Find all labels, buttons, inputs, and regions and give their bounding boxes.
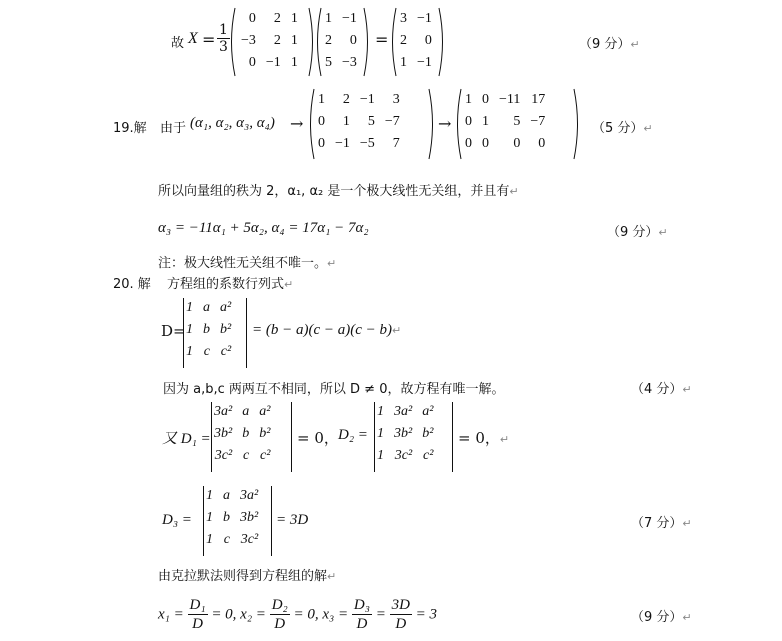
matrix-cell: −7 (384, 114, 400, 129)
matrix-row (320, 30, 362, 52)
sep-2: = 0, x₃ = (293, 606, 349, 623)
matrix-cell: c (203, 344, 210, 359)
matrix-row (372, 423, 438, 445)
equals-sign-2: = (375, 30, 389, 49)
q20-heading: 方程组的系数行列式↵ (167, 277, 294, 292)
matrix-row (201, 529, 263, 551)
matrix-cell: a² (259, 404, 271, 419)
matrix-cell: 3a² (240, 488, 259, 503)
score-9-a: （9 分）↵ (579, 37, 640, 52)
frac-num: D₃ (353, 597, 370, 613)
cramer-line: 由克拉默法则得到方程组的解↵ (158, 569, 337, 584)
matrix-b (460, 89, 550, 155)
matrix-row (395, 52, 437, 74)
d1-label: 又 D₁ = (162, 431, 211, 447)
matrix-row (460, 111, 550, 133)
matrix-cell: 1 (290, 55, 298, 70)
matrix-cell: 1 (377, 404, 384, 419)
matrix-cell: 0 (513, 136, 521, 151)
matrix-cell: 1 (206, 532, 213, 547)
matrix-cell: −1 (335, 136, 350, 151)
matrix-cell: c (242, 448, 250, 463)
matrix-row (209, 445, 275, 467)
q19-label: 19.解 (113, 121, 147, 136)
matrix-cell: 1 (465, 92, 472, 107)
matrix-cell: a² (220, 300, 232, 315)
matrix-cell: 1 (400, 55, 407, 70)
matrix-cell: 1 (377, 448, 384, 463)
d3-right-bar (271, 486, 272, 556)
eq-3: = (375, 606, 386, 623)
d2-label: D₂ = (338, 427, 368, 443)
matrix-row (320, 52, 362, 74)
matrix-row (460, 89, 550, 111)
solution-line (158, 596, 437, 633)
matrix-cell: 2 (400, 33, 407, 48)
matrix-cell: b² (220, 322, 232, 337)
matrix-m2-table (320, 8, 362, 74)
frac-3d-d (390, 596, 412, 633)
matrix-cell: 0 (349, 33, 357, 48)
matrix-cell: 1 (342, 114, 350, 129)
frac-den: D (192, 616, 203, 632)
matrix-row (372, 401, 438, 423)
matrix-cell: 1 (290, 33, 298, 48)
matrix-cell: 2 (325, 33, 332, 48)
matrix-row (181, 319, 236, 341)
frac-numerator: 1 (219, 22, 228, 38)
frac-den: D (356, 616, 368, 632)
d-right-bar (246, 298, 247, 368)
equals-sign: = (202, 30, 216, 49)
matrix-cell: 1 (186, 300, 193, 315)
note-line: 注：极大线性无关组不唯一。↵ (158, 256, 337, 271)
therefore-label: 故 (171, 36, 185, 51)
matrix-cell: c (223, 532, 230, 547)
matrix-row (236, 8, 303, 30)
matrix-cell: 2 (273, 33, 281, 48)
matrix-cell: 0 (482, 92, 489, 107)
d3-label: D₃ = (162, 512, 192, 528)
q20-label: 20. 解 (113, 277, 151, 292)
matrix-m1-table (236, 8, 303, 74)
matrix-cell: 2 (342, 92, 350, 107)
matrix-cell: b² (422, 426, 434, 441)
matrix-row (209, 423, 275, 445)
matrix-cell: 1 (325, 11, 332, 26)
matrix-cell: 7 (392, 136, 400, 151)
det-d-table (181, 297, 236, 363)
matrix-row (201, 485, 263, 507)
matrix-cell: 17 (531, 92, 546, 107)
matrix-row (236, 30, 303, 52)
matrix-cell: −5 (359, 136, 375, 151)
matrix-cell: −1 (359, 92, 375, 107)
score-4: （4 分）↵ (631, 382, 692, 397)
matrix-cell: 1 (206, 510, 213, 525)
score-5: （5 分）↵ (592, 121, 653, 136)
matrix-cell: −1 (417, 55, 432, 70)
d1-result: = 0， (297, 429, 339, 447)
d-result: = (b − a)(c − a)(c − b)↵ (252, 322, 402, 338)
matrix-cell: 3c² (214, 448, 233, 463)
matrix-cell: 0 (538, 136, 546, 151)
matrix-cell: 0 (248, 55, 256, 70)
matrix-a-table (313, 89, 405, 155)
ma-right-paren (428, 89, 436, 159)
frac-num: D₂ (271, 597, 288, 613)
mb-right-paren (573, 89, 581, 159)
matrix-a (313, 89, 405, 155)
m3-right-paren (438, 8, 446, 76)
matrix-cell: −3 (241, 33, 256, 48)
matrix-cell: b (242, 426, 250, 441)
det-d1-table (209, 401, 275, 467)
matrix-b-table (460, 89, 550, 155)
matrix-cell: b² (259, 426, 271, 441)
matrix-cell: 0 (318, 136, 325, 151)
det-d2-table (372, 401, 438, 467)
matrix-cell: c² (259, 448, 271, 463)
matrix-cell: 2 (273, 11, 281, 26)
x1-label: x₁ = (158, 606, 184, 623)
matrix-cell: a (203, 300, 210, 315)
final-value: = 3 (415, 606, 438, 623)
matrix-cell: 3a² (394, 404, 413, 419)
det-d (181, 297, 236, 363)
matrix-row (181, 341, 236, 363)
d2-right-bar (452, 402, 453, 472)
frac-num: 3D (391, 597, 410, 613)
rank-line: 所以向量组的秩为 2，α₁, α₂ 是一个极大线性无关组，并且有↵ (158, 184, 519, 199)
q19-text: 由于 (160, 121, 187, 136)
matrix-row (313, 133, 405, 155)
relation-line: α₃ = −11α₁ + 5α₂, α₄ = 17α₁ − 7α₂ (158, 220, 369, 236)
matrix-cell: 3c² (394, 448, 413, 463)
matrix-row (209, 401, 275, 423)
matrix-cell: 1 (290, 11, 298, 26)
frac-num: D₁ (189, 597, 206, 613)
matrix-cell: 0 (318, 114, 325, 129)
frac-d3-d (352, 596, 372, 633)
unique-line: 因为 a,b,c 两两互不相同，所以 D ≠ 0，故方程有唯一解。 (163, 382, 505, 397)
matrix-row (320, 8, 362, 30)
d-label: D= (161, 322, 186, 340)
arrow-2: → (438, 114, 452, 133)
det-d3 (201, 485, 263, 551)
matrix-cell: 0 (465, 114, 472, 129)
matrix-cell: −11 (499, 92, 521, 107)
matrix-cell: 3a² (214, 404, 233, 419)
matrix-row (395, 8, 437, 30)
frac-den: D (395, 616, 407, 632)
matrix-cell: 3b² (214, 426, 233, 441)
matrix-row (372, 445, 438, 467)
score-9-c: （9 分）↵ (631, 610, 692, 625)
matrix-cell: −1 (342, 11, 357, 26)
matrix-cell: a (242, 404, 250, 419)
matrix-m1 (236, 8, 303, 74)
matrix-cell: 1 (318, 92, 325, 107)
det-d3-table (201, 485, 263, 551)
matrix-cell: 5 (325, 55, 332, 70)
matrix-cell: 3 (400, 11, 407, 26)
matrix-cell: 0 (248, 11, 256, 26)
matrix-cell: c² (422, 448, 434, 463)
matrix-cell: c² (220, 344, 232, 359)
d1-right-bar (291, 402, 292, 472)
matrix-cell: 3b² (394, 426, 413, 441)
d2-result: = 0，↵ (458, 429, 510, 447)
matrix-row (236, 52, 303, 74)
matrix-cell: −3 (342, 55, 357, 70)
m2-right-paren (363, 8, 371, 76)
matrix-cell: 5 (367, 114, 375, 129)
matrix-row (181, 297, 236, 319)
frac-d2-d (270, 596, 290, 633)
matrix-cell: b (203, 322, 210, 337)
matrix-cell: 0 (465, 136, 472, 151)
frac-den: D (274, 616, 286, 632)
matrix-cell: a² (422, 404, 434, 419)
matrix-cell: 1 (186, 344, 193, 359)
matrix-cell: −7 (530, 114, 546, 129)
frac-d1-d (188, 596, 208, 633)
frac-denominator: 3 (219, 39, 228, 55)
matrix-m2 (320, 8, 362, 74)
score-9-b: （9 分）↵ (607, 225, 668, 240)
matrix-cell: b (223, 510, 230, 525)
matrix-cell: 0 (424, 33, 432, 48)
matrix-cell: 1 (482, 114, 489, 129)
matrix-cell: 3 (392, 92, 400, 107)
sep-1: = 0, x₂ = (211, 606, 266, 623)
arrow-1: → (290, 114, 304, 133)
q19-vectors: (α₁, α₂, α₃, α₄) (190, 115, 275, 131)
matrix-cell: 1 (206, 488, 213, 503)
matrix-row (201, 507, 263, 529)
matrix-row (460, 133, 550, 155)
matrix-cell: 0 (482, 136, 489, 151)
matrix-cell: −1 (265, 55, 281, 70)
d3-result: = 3D (276, 512, 309, 528)
matrix-cell: −1 (417, 11, 432, 26)
matrix-cell: 1 (377, 426, 384, 441)
det-d2 (372, 401, 438, 467)
matrix-m3-table (395, 8, 437, 74)
matrix-cell: 1 (186, 322, 193, 337)
matrix-row (313, 89, 405, 111)
matrix-row (313, 111, 405, 133)
matrix-m3 (395, 8, 437, 74)
matrix-cell: 5 (513, 114, 521, 129)
det-d1 (209, 401, 275, 467)
m1-left-paren (228, 8, 236, 76)
matrix-cell: 3c² (240, 532, 259, 547)
matrix-cell: a (223, 488, 230, 503)
matrix-row (395, 30, 437, 52)
matrix-cell: 3b² (240, 510, 259, 525)
score-7: （7 分）↵ (631, 516, 692, 531)
x-variable: X (188, 30, 198, 47)
